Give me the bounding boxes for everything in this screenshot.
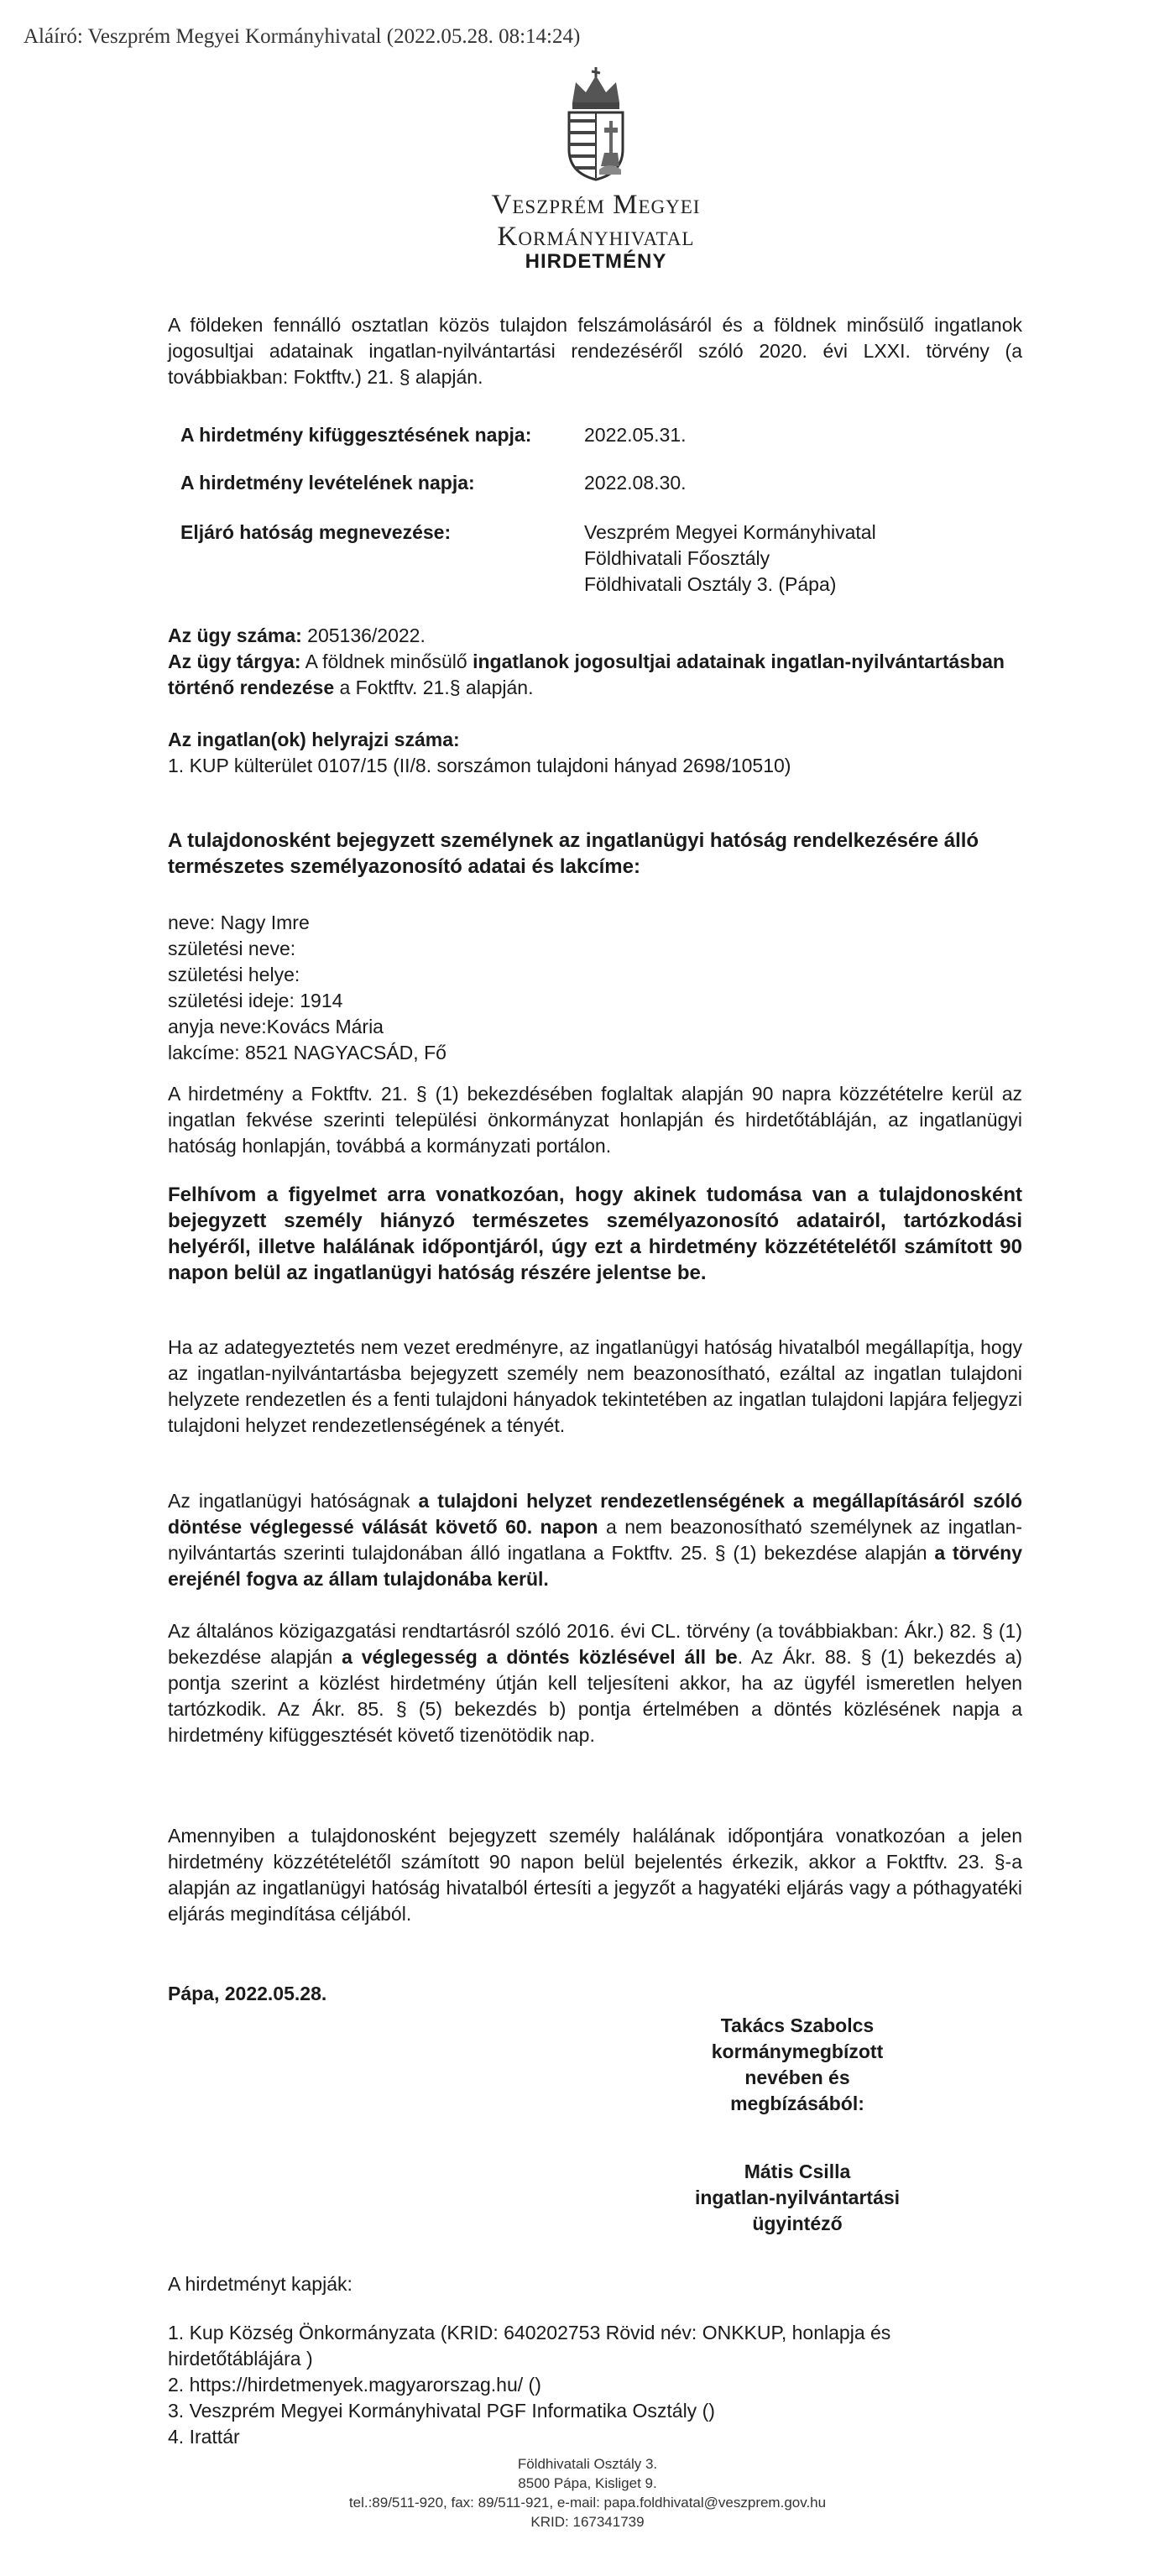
posting-date-value: 2022.05.31.: [584, 424, 687, 446]
place-date: Pápa, 2022.05.28.: [168, 1983, 327, 2004]
person-field: anyja neve:Kovács Mária: [168, 1016, 384, 1037]
case-subject-text: a Foktftv. 21.§ alapján.: [339, 677, 534, 698]
finality-bold: a véglegesség a döntés közlésével áll be: [342, 1646, 738, 1668]
footer-address: [0, 2454, 1175, 2532]
authority-line: Veszprém Megyei Kormányhivatal: [584, 521, 876, 543]
recipient-item: 3. Veszprém Megyei Kormányhivatal PGF Informatika Osztály (): [168, 2400, 715, 2422]
intro-paragraph: A földeken fennálló osztatlan közös tulajdon felszámolásáról és a földnek minősülő ingatlanok jogosultjai adatainak ingatlan-nyilvántartási rendezéséről szóló 2020. évi LXXI. törvény (a továbbiakban: Foktftv.) 21. § alapján.: [168, 314, 1022, 388]
signature-line: kormánymegbízott: [711, 2040, 884, 2062]
case-block: [168, 623, 1022, 701]
person-field: lakcíme: 8521 NAGYACSÁD, Fő: [168, 1042, 446, 1063]
state-text: Az ingatlanügyi hatóságnak: [168, 1490, 410, 1512]
state-text: a nem beazonosítható személynek az ingatlan- nyilvántartás szerinti tulajdonában álló ingatlana a Foktftv. 25. § (1) bekezdése alapján: [168, 1516, 1023, 1564]
person-field: születési helye:: [168, 964, 300, 985]
signer-line: Aláíró: Veszprém Megyei Kormányhivatal (2022.05.28. 08:14:24): [24, 25, 581, 48]
issuing-office: [0, 189, 1175, 253]
state-bold: a tulajdoni helyzet rendezetlenségének a megállapításáról szóló döntése véglegessé válását követő 60. napon: [168, 1490, 1023, 1538]
recipients-list: [168, 2320, 923, 2450]
case-subject-label: Az ügy tárgya:: [168, 651, 301, 672]
authority-line: Földhivatali Osztály 3. (Pápa): [584, 573, 837, 595]
signature-line: megbízásából:: [730, 2093, 864, 2114]
document-title: HIRDETMÉNY: [525, 250, 667, 273]
office-line-1: Veszprém Megyei: [491, 190, 701, 220]
failure-paragraph: Ha az adategyeztetés nem vezet eredményre, az ingatlanügyi hatóság hivatalból megállapítja, hogy az ingatlan-nyilvántartásba bejegyzett személy nem beazonosítható, ezáltal az ingatlan tulajdoni helyzete rendezetlen és a fenti tulajdoni hányadok tekintetében az ingatlan tulajdoni lapjára feljegyzi tulajdoni helyzet rendezetlenségének a tényét.: [168, 1336, 1022, 1436]
person-field: születési ideje: 1914: [168, 990, 343, 1011]
state-ownership-paragraph: [168, 1488, 1022, 1592]
person-field: születési neve:: [168, 938, 296, 959]
person-field: neve: Nagy Imre: [168, 912, 310, 933]
case-number: [168, 623, 1022, 649]
state-bold: a törvény erejénél fogva az állam tulajdonába kerül.: [168, 1542, 1023, 1590]
notice-paragraph: Felhívom a figyelmet arra vonatkozóan, hogy akinek tudomása van a tulajdonosként bejegyzett személy hiányzó természetes személyazonosító adatairól, tartózkodási helyéről, illetve halálának időpontjáról, úgy ezt a hirdetmény közzétételétől számított 90 napon belül az ingatlanügyi hatóság részére jelentse be.: [168, 1183, 1022, 1284]
recipients-label: A hirdetményt kapják:: [168, 2273, 352, 2295]
recipient-item: 1. Kup Község Önkormányzata (KRID: 640202753 Rövid név: ONKKUP, honlapja és hirdetőtáblájára ): [168, 2322, 891, 2370]
signature-block-clerk: [655, 2159, 940, 2237]
finality-text: Az általános közigazgatási rendtartásról szóló 2016. évi CL. törvény (a továbbiakban: Ákr.) 82. § (1) bekezdése alapján: [168, 1620, 1022, 1668]
office-line-2: Kormányhivatal: [497, 222, 695, 252]
recipient-item: 4. Irattár: [168, 2426, 240, 2448]
parcel-block: [168, 727, 1022, 779]
removal-date-value: 2022.08.30.: [584, 472, 687, 494]
signature-line: Mátis Csilla: [744, 2161, 851, 2182]
person-data: [168, 910, 839, 1066]
footer-line: Földhivatali Osztály 3.: [517, 2456, 658, 2472]
signature-line: nevében és: [744, 2067, 850, 2088]
signature-line: ingatlan-nyilvántartási: [694, 2187, 901, 2208]
authority-value: [584, 520, 876, 598]
case-subject: [168, 649, 1022, 701]
case-subject-text: A földnek minősülő: [305, 651, 467, 672]
removal-date-label: A hirdetmény levételének napja:: [180, 472, 475, 494]
finality-paragraph: [168, 1618, 1022, 1748]
person-heading: A tulajdonosként bejegyzett személynek az ingatlanügyi hatóság rendelkezésére álló természetes személyazonosító adatai és lakcíme:: [168, 829, 979, 878]
signature-line: Takács Szabolcs: [720, 2014, 875, 2036]
case-number-label: Az ügy száma:: [168, 624, 302, 646]
parcel-item: 1. KUP külterület 0107/15 (II/8. sorszámon tulajdoni hányad 2698/10510): [168, 755, 791, 776]
authority-line: Földhivatali Főosztály: [584, 547, 770, 569]
case-number-value: 205136/2022.: [307, 624, 426, 646]
death-paragraph: Amennyiben a tulajdonosként bejegyzett személy halálának időpontjára vonatkozóan a jelen hirdetmény közzétételétől számított 90 napon belül bejelentés érkezik, akkor a Foktftv. 23. §-a alapján az ingatlanügyi hatóság hivatalból értesíti a jegyzőt a hagyatéki eljárás vagy a póthagyatéki eljárás megindítása céljából.: [168, 1825, 1022, 1925]
parcel-label: Az ingatlan(ok) helyrajzi száma:: [168, 729, 460, 750]
posting-date-label: A hirdetmény kifüggesztésének napja:: [180, 424, 532, 446]
footer-line: KRID: 167341739: [530, 2514, 645, 2530]
signature-block-principal: [655, 2013, 940, 2117]
hungarian-coat-of-arms-icon: [554, 65, 638, 183]
case-subject-bold: ingatlanok jogosultjai adatainak ingatlan-nyilvántartásban történő rendezése: [168, 651, 1005, 698]
publication-paragraph: A hirdetmény a Foktftv. 21. § (1) bekezdésében foglaltak alapján 90 napra közzétételre kerül az ingatlan fekvése szerinti települési önkormányzat honlapján és hirdetőtábláján, az ingatlanügyi hatóság honlapján, továbbá a kormányzati portálon.: [168, 1083, 1022, 1157]
finality-text: . Az Ákr. 88. § (1) bekezdés a) pontja szerint a közlést hirdetmény útján kell teljesíteni akkor, ha az ügyfél ismeretlen helyen tartózkodik. Az Ákr. 85. § (5) bekezdés b) pontja értelmében a döntés közlésének napja a hirdetmény kifüggesztését követő tizenötödik nap.: [168, 1646, 1022, 1746]
signature-line: ügyintéző: [752, 2213, 843, 2234]
recipient-item: 2. https://hirdetmenyek.magyarorszag.hu/ (): [168, 2374, 541, 2396]
footer-line: tel.:89/511-920, fax: 89/511-921, e-mail: papa.foldhivatal@veszprem.gov.hu: [348, 2495, 827, 2511]
authority-label: Eljáró hatóság megnevezése:: [180, 521, 452, 543]
footer-line: 8500 Pápa, Kisliget 9.: [518, 2475, 657, 2491]
